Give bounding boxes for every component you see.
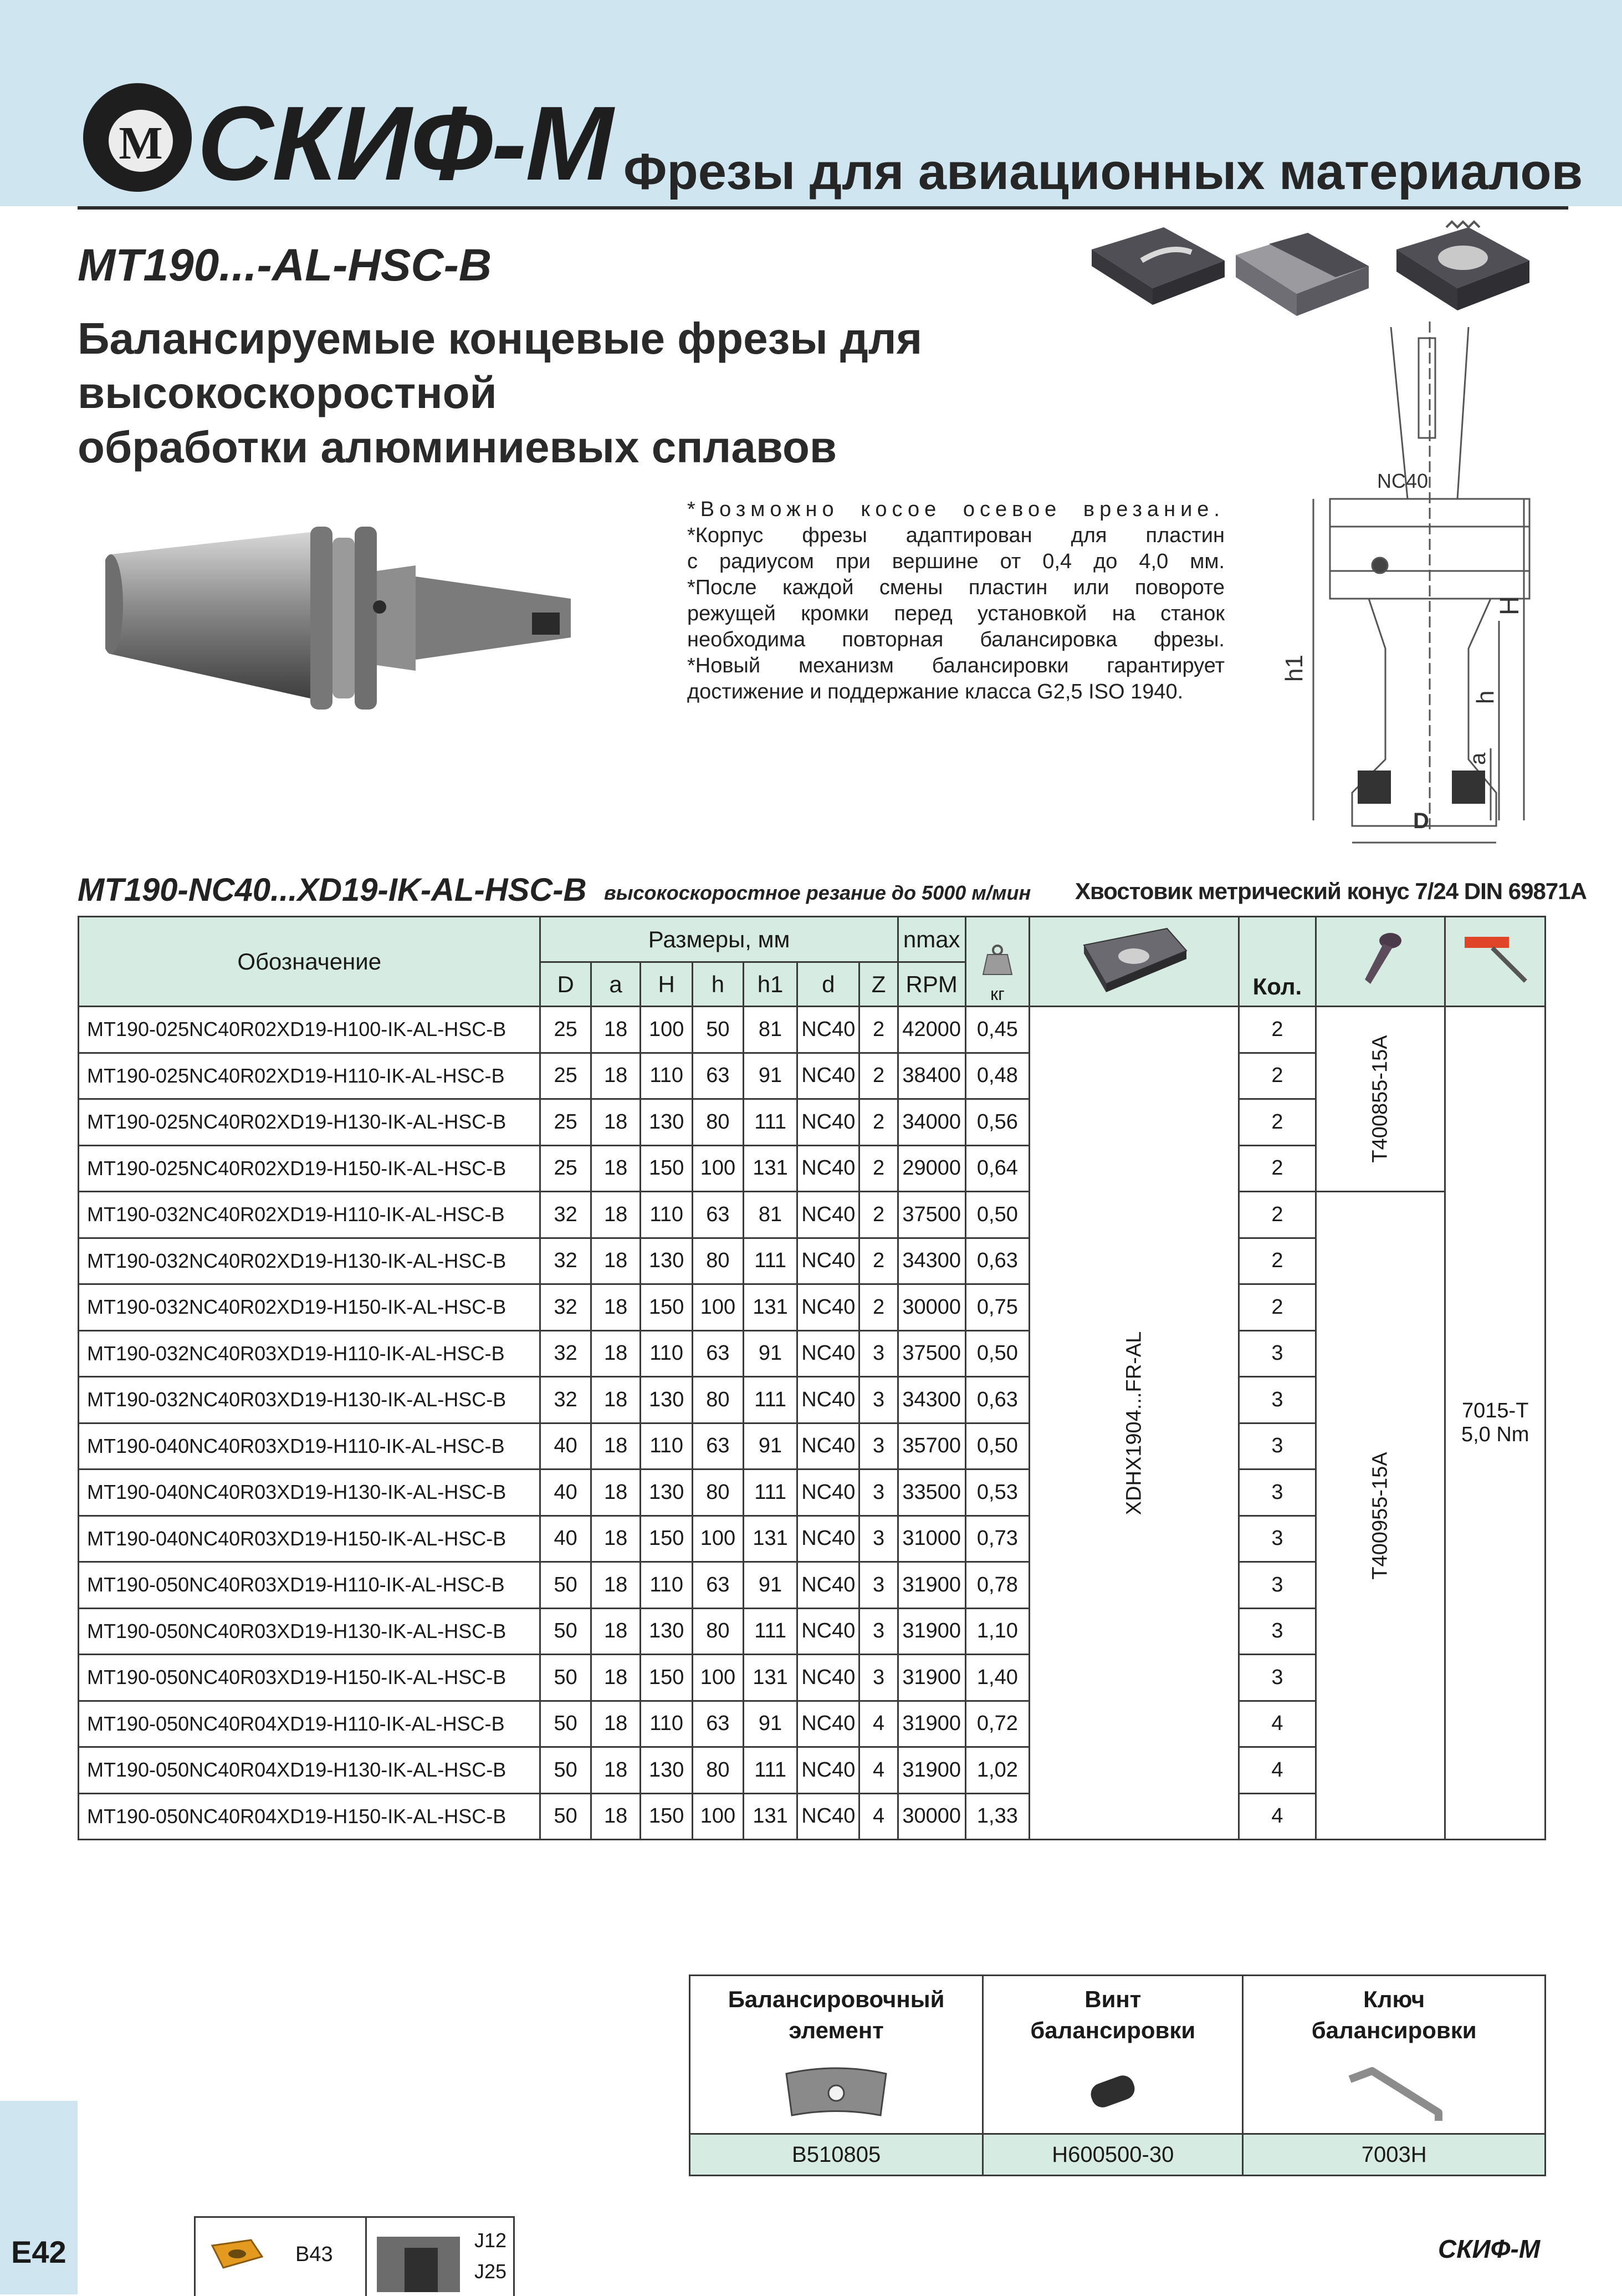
table-row — [79, 1192, 1546, 1238]
value-cell: 80 — [693, 1099, 744, 1146]
value-cell: 1,10 — [965, 1608, 1030, 1655]
value-cell: 3 — [859, 1377, 898, 1423]
col-h1: h1 — [743, 962, 797, 1007]
key-code-cell — [1445, 1007, 1546, 1840]
col-weight — [965, 917, 1030, 1007]
drawing-D-label: D — [1413, 809, 1429, 833]
value-cell: 18 — [591, 1007, 641, 1053]
screw-icon — [1358, 928, 1403, 989]
value-cell: 81 — [743, 1192, 797, 1238]
value-cell: NC40 — [797, 1655, 859, 1701]
value-cell: NC40 — [797, 1377, 859, 1423]
value-cell: 18 — [591, 1238, 641, 1284]
qty-cell: 3 — [1239, 1330, 1316, 1377]
drawing-a-label: a — [1466, 752, 1490, 765]
qty-cell: 4 — [1239, 1793, 1316, 1840]
value-cell: NC40 — [797, 1562, 859, 1609]
value-cell: 25 — [540, 1053, 591, 1099]
value-cell: 100 — [693, 1284, 744, 1331]
note-line: *Корпус фрезы адаптирован для пластин — [687, 524, 1225, 547]
qty-cell: 2 — [1239, 1145, 1316, 1192]
product-description — [78, 312, 1330, 474]
value-cell: 0,78 — [965, 1562, 1030, 1609]
value-cell: 3 — [859, 1516, 898, 1562]
value-cell: 31900 — [898, 1562, 965, 1609]
note-line: с радиусом при вершине от 0,4 до 4,0 мм. — [687, 550, 1225, 573]
col-weight-unit: кг — [990, 984, 1005, 1004]
value-cell: 50 — [540, 1562, 591, 1609]
value-cell: 18 — [591, 1655, 641, 1701]
qty-cell: 2 — [1239, 1238, 1316, 1284]
value-cell: 35700 — [898, 1423, 965, 1470]
value-cell: 110 — [641, 1423, 693, 1470]
value-cell: 2 — [859, 1284, 898, 1331]
value-cell: 0,63 — [965, 1238, 1030, 1284]
value-cell: 0,64 — [965, 1145, 1030, 1192]
col-d: d — [797, 962, 859, 1007]
value-cell: 25 — [540, 1145, 591, 1192]
value-cell: 130 — [641, 1238, 693, 1284]
value-cell: 0,53 — [965, 1470, 1030, 1516]
value-cell: 2 — [859, 1145, 898, 1192]
value-cell: 0,63 — [965, 1377, 1030, 1423]
designation-cell: MT190-050NC40R03XD19-H150-IK-AL-HSC-B — [79, 1655, 540, 1701]
value-cell: 80 — [693, 1608, 744, 1655]
drawing-h1-label: h1 — [1281, 655, 1308, 682]
value-cell: 0,72 — [965, 1701, 1030, 1747]
balance-element-label-2: элемент — [789, 2017, 884, 2043]
col-nmax: nmax — [898, 917, 965, 962]
col-qty — [1239, 917, 1316, 1007]
value-cell: 37500 — [898, 1192, 965, 1238]
value-cell: 18 — [591, 1747, 641, 1794]
value-cell: 18 — [591, 1423, 641, 1470]
value-cell: 150 — [641, 1284, 693, 1331]
value-cell: 111 — [743, 1747, 797, 1794]
value-cell: 80 — [693, 1470, 744, 1516]
value-cell: 0,56 — [965, 1099, 1030, 1146]
value-cell: NC40 — [797, 1423, 859, 1470]
value-cell: 32 — [540, 1192, 591, 1238]
value-cell: 34000 — [898, 1099, 965, 1146]
value-cell: 100 — [693, 1145, 744, 1192]
footer-ref-box-1 — [194, 2216, 367, 2296]
tool-drawing — [1280, 316, 1568, 848]
value-cell: 111 — [743, 1099, 797, 1146]
value-cell: 50 — [540, 1608, 591, 1655]
value-cell: 111 — [743, 1377, 797, 1423]
key-icon — [1459, 928, 1531, 989]
note-line: *Возможно косое осевое врезание. — [687, 498, 1225, 521]
value-cell: NC40 — [797, 1284, 859, 1331]
value-cell: 18 — [591, 1701, 641, 1747]
designation-cell: MT190-050NC40R03XD19-H110-IK-AL-HSC-B — [79, 1562, 540, 1609]
value-cell: 33500 — [898, 1470, 965, 1516]
key-label: Ключ — [1363, 1986, 1425, 2012]
designation-cell: MT190-040NC40R03XD19-H110-IK-AL-HSC-B — [79, 1423, 540, 1470]
value-cell: 31900 — [898, 1701, 965, 1747]
drawing-h-label: h — [1472, 690, 1499, 704]
footer-insert-icon — [207, 2234, 268, 2273]
table-series-code: MT190-NC40...XD19-IK-AL-HSC-B — [78, 872, 587, 908]
value-cell: 150 — [641, 1793, 693, 1840]
key-cell — [1243, 1976, 1546, 2134]
qty-cell: 3 — [1239, 1470, 1316, 1516]
value-cell: NC40 — [797, 1053, 859, 1099]
value-cell: 3 — [859, 1608, 898, 1655]
value-cell: 31900 — [898, 1608, 965, 1655]
value-cell: NC40 — [797, 1516, 859, 1562]
value-cell: 25 — [540, 1099, 591, 1146]
designation-cell: MT190-025NC40R02XD19-H100-IK-AL-HSC-B — [79, 1007, 540, 1053]
footer-brand: СКИФ-М — [1438, 2234, 1541, 2263]
value-cell: 130 — [641, 1470, 693, 1516]
value-cell: 91 — [743, 1423, 797, 1470]
footer-ref-box-2 — [364, 2216, 515, 2296]
drawing-nc-label: NC40 — [1377, 470, 1429, 492]
designation-cell: MT190-025NC40R02XD19-H110-IK-AL-HSC-B — [79, 1053, 540, 1099]
qty-cell: 2 — [1239, 1284, 1316, 1331]
value-cell: 2 — [859, 1238, 898, 1284]
brand-name: СКИФ-М — [197, 85, 612, 202]
value-cell: 130 — [641, 1377, 693, 1423]
value-cell: 29000 — [898, 1145, 965, 1192]
table-speed-note: высокоскоростное резание до 5000 м/мин — [604, 881, 1031, 904]
value-cell: 80 — [693, 1377, 744, 1423]
value-cell: 32 — [540, 1238, 591, 1284]
key-code: 7015-T — [1462, 1399, 1529, 1422]
value-cell: 100 — [641, 1007, 693, 1053]
col-sizes: Размеры, мм — [540, 917, 898, 962]
balance-element-code: B510805 — [690, 2134, 983, 2176]
col-designation: Обозначение — [79, 917, 540, 1007]
footer-ref-j12: J12 — [474, 2229, 507, 2252]
col-rpm: RPM — [898, 962, 965, 1007]
value-cell: 37500 — [898, 1330, 965, 1377]
value-cell: 3 — [859, 1423, 898, 1470]
col-H: H — [641, 962, 693, 1007]
footer-ref-j25: J25 — [474, 2260, 507, 2283]
designation-cell: MT190-032NC40R03XD19-H130-IK-AL-HSC-B — [79, 1377, 540, 1423]
qty-cell: 2 — [1239, 1007, 1316, 1053]
value-cell: NC40 — [797, 1747, 859, 1794]
value-cell: 0,50 — [965, 1330, 1030, 1377]
value-cell: NC40 — [797, 1238, 859, 1284]
qty-cell: 4 — [1239, 1701, 1316, 1747]
value-cell: 32 — [540, 1330, 591, 1377]
qty-cell: 3 — [1239, 1516, 1316, 1562]
screw-label-2: балансировки — [1030, 2017, 1196, 2043]
value-cell: 2 — [859, 1007, 898, 1053]
value-cell: 50 — [540, 1701, 591, 1747]
value-cell: 80 — [693, 1747, 744, 1794]
value-cell: 18 — [591, 1099, 641, 1146]
qty-cell: 3 — [1239, 1608, 1316, 1655]
value-cell: 18 — [591, 1793, 641, 1840]
table-row — [79, 1007, 1546, 1053]
value-cell: 131 — [743, 1516, 797, 1562]
value-cell: 30000 — [898, 1284, 965, 1331]
value-cell: 1,02 — [965, 1747, 1030, 1794]
value-cell: 2 — [859, 1053, 898, 1099]
qty-cell: 3 — [1239, 1562, 1316, 1609]
value-cell: 40 — [540, 1516, 591, 1562]
value-cell: 150 — [641, 1516, 693, 1562]
value-cell: 40 — [540, 1470, 591, 1516]
value-cell: 3 — [859, 1470, 898, 1516]
value-cell: 63 — [693, 1192, 744, 1238]
value-cell: 91 — [743, 1053, 797, 1099]
value-cell: 2 — [859, 1099, 898, 1146]
value-cell: 63 — [693, 1423, 744, 1470]
col-qty-label: Кол. — [1252, 973, 1302, 999]
col-key — [1445, 917, 1546, 1007]
designation-cell: MT190-050NC40R04XD19-H110-IK-AL-HSC-B — [79, 1701, 540, 1747]
designation-cell: MT190-032NC40R02XD19-H150-IK-AL-HSC-B — [79, 1284, 540, 1331]
value-cell: 3 — [859, 1562, 898, 1609]
insert-cell — [1030, 1007, 1239, 1840]
col-Z: Z — [859, 962, 898, 1007]
value-cell: 150 — [641, 1145, 693, 1192]
screw-code-cell — [1316, 1007, 1445, 1192]
page-number: E42 — [11, 2234, 66, 2269]
col-h: h — [693, 962, 744, 1007]
value-cell: 42000 — [898, 1007, 965, 1053]
qty-cell: 3 — [1239, 1377, 1316, 1423]
screw-code: T400855-15A — [1368, 1035, 1392, 1163]
value-cell: 40 — [540, 1423, 591, 1470]
value-cell: 111 — [743, 1608, 797, 1655]
note-line: достижение и поддержание класса G2,5 ISO 1940. — [687, 680, 1184, 703]
value-cell: 18 — [591, 1330, 641, 1377]
value-cell: NC40 — [797, 1793, 859, 1840]
value-cell: 31000 — [898, 1516, 965, 1562]
designation-cell: MT190-040NC40R03XD19-H130-IK-AL-HSC-B — [79, 1470, 540, 1516]
value-cell: 18 — [591, 1562, 641, 1609]
col-a: a — [591, 962, 641, 1007]
col-D: D — [540, 962, 591, 1007]
key-code: 7003H — [1243, 2134, 1546, 2176]
value-cell: NC40 — [797, 1145, 859, 1192]
weight-icon — [981, 943, 1014, 977]
balance-element-icon — [775, 2057, 897, 2124]
value-cell: 31900 — [898, 1655, 965, 1701]
value-cell: NC40 — [797, 1470, 859, 1516]
value-cell: 91 — [743, 1701, 797, 1747]
value-cell: 130 — [641, 1747, 693, 1794]
value-cell: 3 — [859, 1330, 898, 1377]
designation-cell: MT190-032NC40R03XD19-H110-IK-AL-HSC-B — [79, 1330, 540, 1377]
value-cell: 38400 — [898, 1053, 965, 1099]
value-cell: 0,73 — [965, 1516, 1030, 1562]
value-cell: NC40 — [797, 1608, 859, 1655]
value-cell: 1,40 — [965, 1655, 1030, 1701]
series-title: MT190...-AL-HSC-B — [78, 240, 492, 290]
value-cell: 0,48 — [965, 1053, 1030, 1099]
value-cell: NC40 — [797, 1192, 859, 1238]
value-cell: 4 — [859, 1701, 898, 1747]
screw-cell — [983, 1976, 1243, 2134]
value-cell: 110 — [641, 1562, 693, 1609]
designation-cell: MT190-040NC40R03XD19-H150-IK-AL-HSC-B — [79, 1516, 540, 1562]
page-title: Фрезы для авиационных материалов — [623, 144, 1583, 200]
qty-cell: 3 — [1239, 1655, 1316, 1701]
value-cell: 18 — [591, 1145, 641, 1192]
insert-code: XDHX1904...FR-AL — [1122, 1331, 1145, 1515]
value-cell: NC40 — [797, 1099, 859, 1146]
insert-icon — [1073, 923, 1195, 995]
value-cell: NC40 — [797, 1330, 859, 1377]
table-shank-note: Хвостовик метрический конус 7/24 DIN 69871A — [1075, 878, 1587, 904]
value-cell: 130 — [641, 1608, 693, 1655]
value-cell: 18 — [591, 1377, 641, 1423]
value-cell: 50 — [540, 1793, 591, 1840]
value-cell: 0,50 — [965, 1423, 1030, 1470]
set-screw-icon — [1074, 2057, 1152, 2124]
drawing-H-label: H — [1495, 596, 1524, 615]
value-cell: 18 — [591, 1608, 641, 1655]
value-cell: 34300 — [898, 1238, 965, 1284]
key-label-2: балансировки — [1311, 2017, 1477, 2043]
value-cell: 100 — [693, 1516, 744, 1562]
value-cell: 150 — [641, 1655, 693, 1701]
tool-photo — [105, 516, 604, 748]
header-divider — [78, 206, 1568, 210]
value-cell: 4 — [859, 1793, 898, 1840]
value-cell: 0,50 — [965, 1192, 1030, 1238]
value-cell: 91 — [743, 1562, 797, 1609]
balance-element-label: Балансировочный — [728, 1986, 945, 2012]
value-cell: 110 — [641, 1701, 693, 1747]
value-cell: 32 — [540, 1377, 591, 1423]
screw-label: Винт — [1084, 1986, 1142, 2012]
screw-code: H600500-30 — [983, 2134, 1243, 2176]
value-cell: 34300 — [898, 1377, 965, 1423]
value-cell: 18 — [591, 1192, 641, 1238]
value-cell: 111 — [743, 1238, 797, 1284]
value-cell: 111 — [743, 1470, 797, 1516]
footer-tool-icon — [371, 2226, 465, 2294]
note-line: режущей кромки перед установкой на станок — [687, 602, 1225, 625]
value-cell: 110 — [641, 1330, 693, 1377]
designation-cell: MT190-025NC40R02XD19-H130-IK-AL-HSC-B — [79, 1099, 540, 1146]
qty-cell: 4 — [1239, 1747, 1316, 1794]
notes — [687, 497, 1225, 705]
note-line: *Новый механизм балансировки гарантирует — [687, 654, 1225, 677]
value-cell: 0,75 — [965, 1284, 1030, 1331]
value-cell: 0,45 — [965, 1007, 1030, 1053]
qty-cell: 2 — [1239, 1099, 1316, 1146]
value-cell: 131 — [743, 1284, 797, 1331]
value-cell: 4 — [859, 1747, 898, 1794]
value-cell: 25 — [540, 1007, 591, 1053]
logo-letter: M — [119, 118, 163, 169]
qty-cell: 3 — [1239, 1423, 1316, 1470]
value-cell: 18 — [591, 1470, 641, 1516]
designation-cell: MT190-032NC40R02XD19-H130-IK-AL-HSC-B — [79, 1238, 540, 1284]
accessories-table — [689, 1974, 1546, 2176]
footer-ref-b43: B43 — [295, 2243, 333, 2266]
value-cell: 80 — [693, 1238, 744, 1284]
hex-key-icon — [1333, 2057, 1455, 2124]
value-cell: 30000 — [898, 1793, 965, 1840]
key-torque: 5,0 Nm — [1461, 1423, 1529, 1446]
value-cell: 50 — [540, 1747, 591, 1794]
qty-cell: 2 — [1239, 1192, 1316, 1238]
screw-code: T400955-15A — [1368, 1451, 1392, 1580]
value-cell: 50 — [540, 1655, 591, 1701]
value-cell: 63 — [693, 1562, 744, 1609]
value-cell: 3 — [859, 1655, 898, 1701]
value-cell: NC40 — [797, 1007, 859, 1053]
value-cell: 110 — [641, 1053, 693, 1099]
value-cell: 81 — [743, 1007, 797, 1053]
value-cell: 100 — [693, 1793, 744, 1840]
note-line: *После каждой смены пластин или повороте — [687, 576, 1225, 599]
value-cell: 32 — [540, 1284, 591, 1331]
product-table — [78, 916, 1546, 1840]
value-cell: 63 — [693, 1701, 744, 1747]
value-cell: 18 — [591, 1053, 641, 1099]
value-cell: 50 — [693, 1007, 744, 1053]
value-cell: 18 — [591, 1516, 641, 1562]
designation-cell: MT190-025NC40R02XD19-H150-IK-AL-HSC-B — [79, 1145, 540, 1192]
designation-cell: MT190-050NC40R04XD19-H150-IK-AL-HSC-B — [79, 1793, 540, 1840]
balance-element-cell — [690, 1976, 983, 2134]
value-cell: 131 — [743, 1145, 797, 1192]
value-cell: 100 — [693, 1655, 744, 1701]
value-cell: 130 — [641, 1099, 693, 1146]
value-cell: 91 — [743, 1330, 797, 1377]
value-cell: 131 — [743, 1793, 797, 1840]
screw-code-cell — [1316, 1192, 1445, 1840]
qty-cell: 2 — [1239, 1053, 1316, 1099]
col-insert — [1030, 917, 1239, 1007]
value-cell: 31900 — [898, 1747, 965, 1794]
value-cell: 2 — [859, 1192, 898, 1238]
value-cell: 63 — [693, 1053, 744, 1099]
note-line: необходима повторная балансировка фрезы. — [687, 628, 1225, 651]
value-cell: 63 — [693, 1330, 744, 1377]
subtitle-line-2: обработки алюминиевых сплавов — [78, 422, 837, 472]
value-cell: 131 — [743, 1655, 797, 1701]
value-cell: 1,33 — [965, 1793, 1030, 1840]
value-cell: NC40 — [797, 1701, 859, 1747]
designation-cell: MT190-032NC40R02XD19-H110-IK-AL-HSC-B — [79, 1192, 540, 1238]
designation-cell: MT190-050NC40R04XD19-H130-IK-AL-HSC-B — [79, 1747, 540, 1794]
designation-cell: MT190-050NC40R03XD19-H130-IK-AL-HSC-B — [79, 1608, 540, 1655]
value-cell: 110 — [641, 1192, 693, 1238]
subtitle-line-1: Балансируемые концевые фрезы для высокоскоростной — [78, 314, 923, 417]
value-cell: 18 — [591, 1284, 641, 1331]
col-screw — [1316, 917, 1445, 1007]
